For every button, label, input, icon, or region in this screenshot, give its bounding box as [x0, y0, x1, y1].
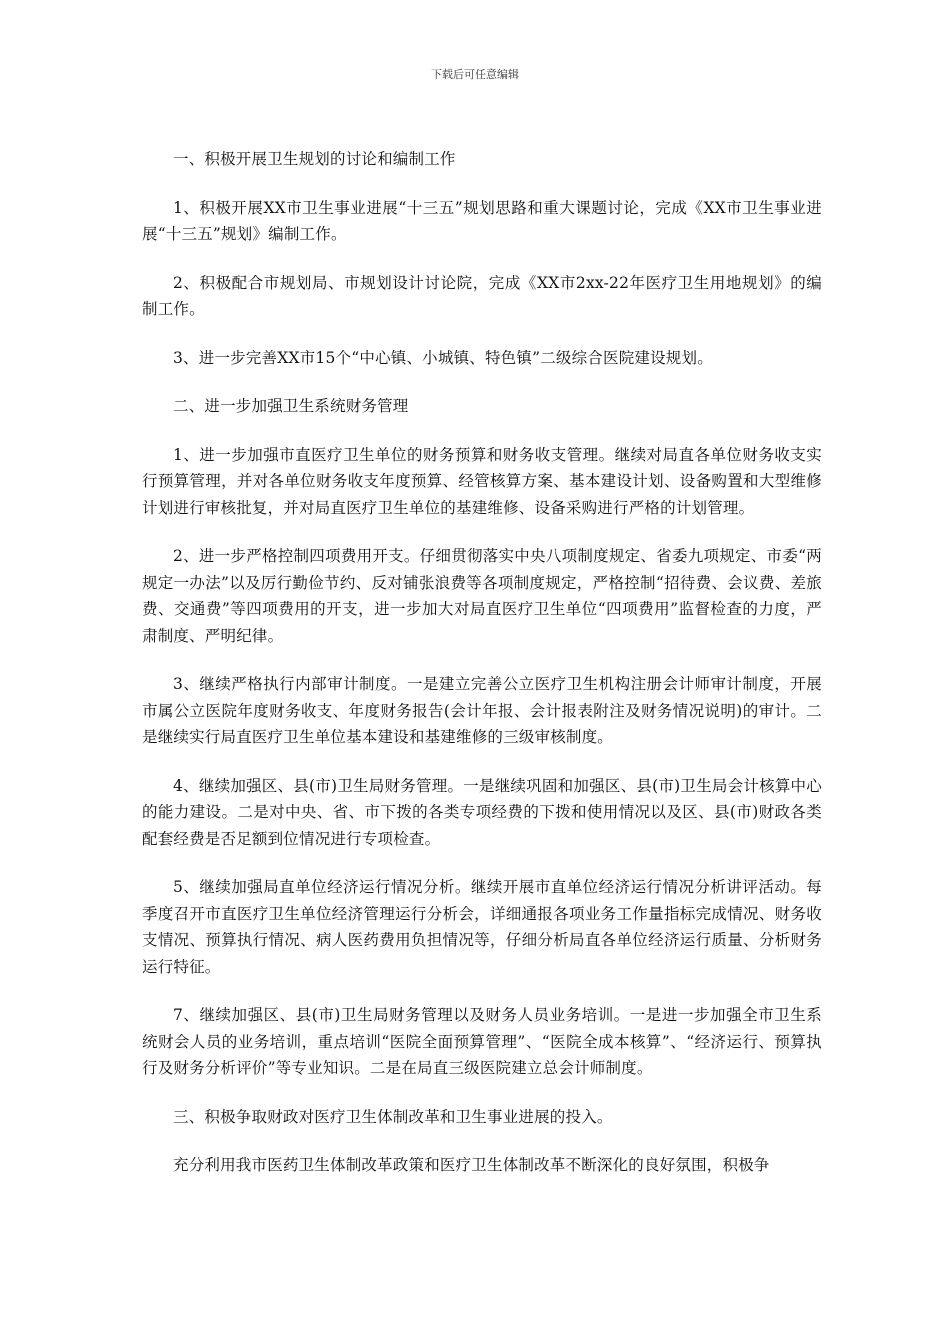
document-body	[142, 146, 822, 1201]
section-heading-1: 一、积极开展卫生规划的讨论和编制工作	[173, 150, 456, 168]
section-heading-3: 三、积极争取财政对医疗卫生体制改革和卫生事业进展的投入。	[173, 1107, 613, 1126]
paragraph: 充分利用我市医药卫生体制改革政策和医疗卫生体制改革不断深化的良好氛围，积极争	[173, 1156, 770, 1174]
paragraph: 1、进一步加强市直医疗卫生单位的财务预算和财务收支管理。继续对局直各单位财务收支实行预算管理，并对各单位财务收支年度预算、经管核算方案、基本建设计划、设备购置和大型维修计划进行审核批复，并对局直医疗卫生单位的基建维修、设备采购进行严格的计划管理。	[142, 445, 822, 517]
paragraph: 4、继续加强区、县(市)卫生局财务管理。一是继续巩固和加强区、县(市)卫生局会计核算中心的能力建设。二是对中央、省、市下拨的各类专项经费的下拨和使用情况以及区、县(市)财政各类配套经费是否足额到位情况进行专项检查。	[142, 776, 822, 848]
section-heading-2: 二、进一步加强卫生系统财务管理	[173, 397, 409, 415]
paragraph: 2、进一步严格控制四项费用开支。仔细贯彻落实中央八项制度规定、省委九项规定、市委“两规定一办法”以及厉行勤俭节约、反对铺张浪费等各项制度规定，严格控制“招待费、会议费、差旅费、交通费”等四项费用的开支，进一步加大对局直医疗卫生单位“四项费用”监督检查的力度，严肃制度、严明纪律。	[142, 547, 822, 645]
paragraph: 5、继续加强局直单位经济运行情况分析。继续开展市直单位经济运行情况分析讲评活动。每季度召开市直医疗卫生单位经济管理运行分析会，详细通报各项业务工作量指标完成情况、财务收支情况、预算执行情况、病人医药费用负担情况等，仔细分析局直各单位经济运行质量、分析财务运行特征。	[142, 878, 822, 976]
page-header-note: 下载后可任意编辑	[431, 68, 519, 81]
paragraph: 7、继续加强区、县(市)卫生局财务管理以及财务人员业务培训。一是进一步加强全市卫生系统财会人员的业务培训，重点培训“医院全面预算管理”、“医院全成本核算”、“经济运行、预算执行及财务分析评价”等专业知识。二是在局直三级医院建立总会计师制度。	[142, 1006, 822, 1077]
paragraph: 2、积极配合市规划局、市规划设计讨论院，完成《XX市2xx-22年医疗卫生用地规划》的编制工作。	[142, 273, 822, 318]
paragraph: 3、继续严格执行内部审计制度。一是建立完善公立医疗卫生机构注册会计师审计制度，开展市属公立医院年度财务收支、年度财务报告(会计年报、会计报表附注及财务情况说明)的审计。二是继续实行局直医疗卫生单位基本建设和基建维修的三级审核制度。	[142, 675, 822, 746]
paragraph: 3、进一步完善XX市15个“中心镇、小城镇、特色镇”二级综合医院建设规划。	[173, 348, 713, 367]
paragraph: 1、积极开展XX市卫生事业进展“十三五”规划思路和重大课题讨论，完成《XX市卫生事业进展“十三五”规划》编制工作。	[142, 198, 822, 243]
